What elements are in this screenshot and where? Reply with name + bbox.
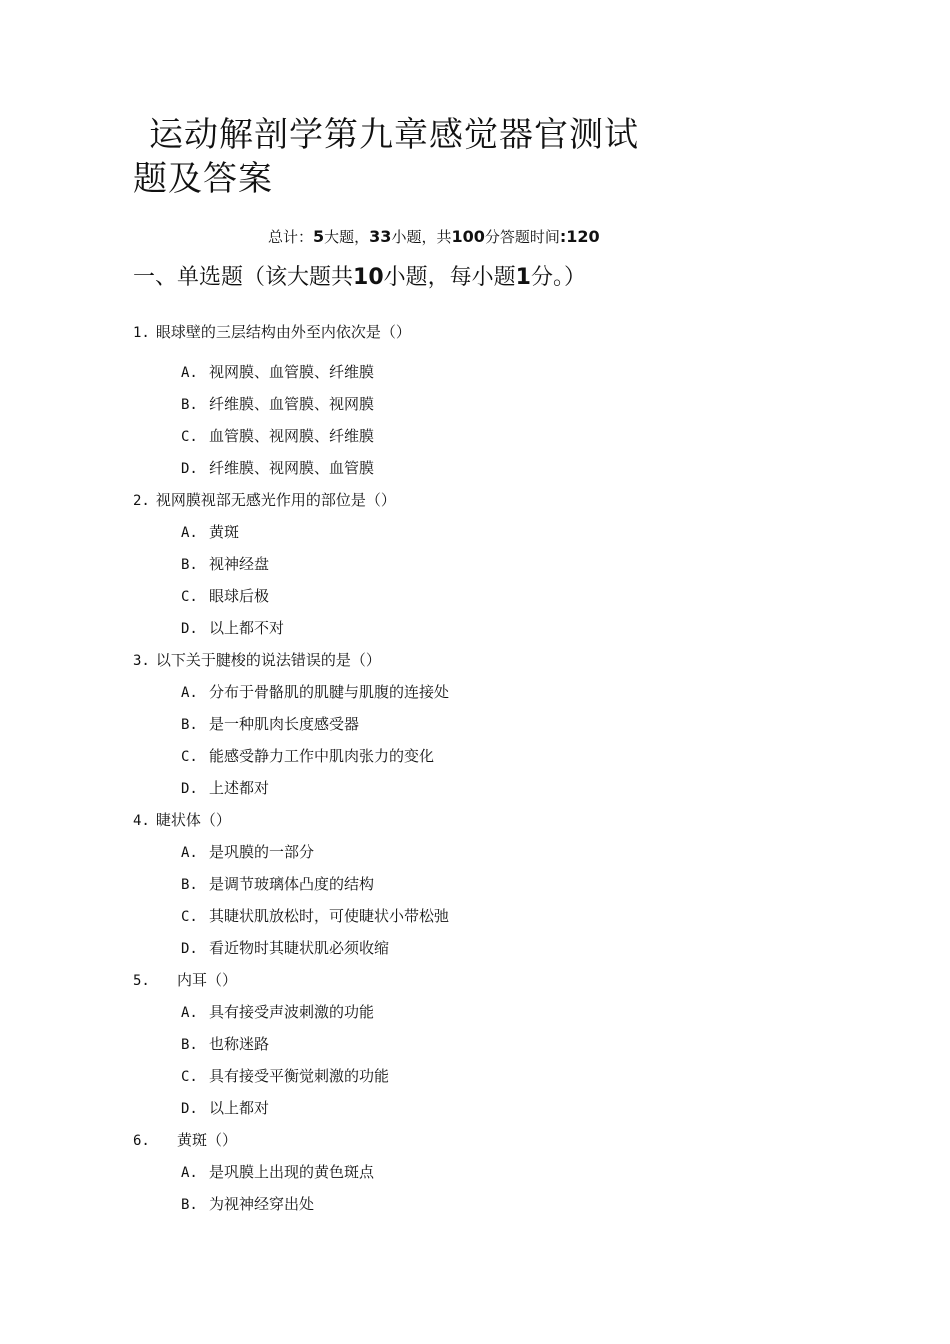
answer-option [133,676,833,708]
option-letter: B. [181,397,198,413]
question-spacer [133,348,833,356]
question-item [133,804,833,964]
option-text: 是一种肌肉长度感受器 [209,715,360,733]
question-number: 3. [133,653,150,669]
answer-option [133,1092,833,1124]
answer-option [133,740,833,772]
option-letter: C. [181,429,198,445]
summary-small-question-count: 33 [369,227,392,246]
question-stem [133,804,833,836]
option-letter: A. [181,525,198,541]
section-heading-single-choice [133,263,586,293]
section-text: 小题，每小题 [383,265,516,290]
question-number: 1. [133,325,150,341]
question-item [133,644,833,804]
summary-big-question-count: 5 [313,227,325,246]
option-text: 纤维膜、视网膜、血管膜 [209,459,375,477]
question-item [133,484,833,644]
question-text: 以下关于腱梭的说法错误的是（） [155,651,381,669]
question-stem [133,964,833,996]
option-letter: B. [181,557,198,573]
answer-option [133,452,833,484]
option-text: 以上都不对 [209,619,285,637]
option-letter: B. [181,877,198,893]
answer-option [133,708,833,740]
option-text: 看近物时其睫状肌必须收缩 [209,939,390,957]
option-letter: B. [181,1197,198,1213]
option-letter: A. [181,845,198,861]
question-stem [133,316,833,348]
answer-option [133,388,833,420]
option-text: 视神经盘 [209,555,270,573]
answer-option [133,1156,833,1188]
question-number: 2. [133,493,150,509]
option-letter: D. [181,461,198,477]
option-text: 是巩膜上出现的黄色斑点 [209,1163,375,1181]
question-text: 睫状体（） [155,811,231,829]
option-letter: B. [181,1037,198,1053]
answer-option [133,836,833,868]
document-title [133,113,693,201]
question-item [133,964,833,1124]
option-letter: C. [181,1069,198,1085]
option-letter: C. [181,749,198,765]
option-text: 具有接受声波刺激的功能 [209,1003,375,1021]
answer-option [133,420,833,452]
option-text: 分布于骨骼肌的肌腱与肌腹的连接处 [209,683,450,701]
option-letter: B. [181,717,198,733]
section-question-count: 10 [353,265,384,290]
option-text: 其睫状肌放松时，可使睫状小带松弛 [209,907,450,925]
option-letter: D. [181,941,198,957]
option-letter: C. [181,589,198,605]
option-text: 黄斑 [209,523,240,541]
option-letter: A. [181,1165,198,1181]
option-letter: D. [181,621,198,637]
answer-option [133,868,833,900]
answer-option [133,516,833,548]
answer-option [133,932,833,964]
question-item [133,316,833,484]
answer-option [133,900,833,932]
answer-option [133,580,833,612]
option-letter: A. [181,685,198,701]
question-stem [133,644,833,676]
answer-option [133,548,833,580]
question-stem [133,484,833,516]
option-text: 能感受静力工作中肌肉张力的变化 [209,747,435,765]
option-text: 视网膜、血管膜、纤维膜 [209,363,375,381]
option-text: 血管膜、视网膜、纤维膜 [209,427,375,445]
question-text: 眼球壁的三层结构由外至内依次是（） [155,323,411,341]
answer-option [133,996,833,1028]
document-title-line-1: 运动解剖学第九章感觉器官测试 [149,115,639,155]
option-text: 是调节玻璃体凸度的结构 [209,875,375,893]
summary-total-score: 100 [451,227,485,246]
question-number: 6. [133,1133,150,1149]
option-text: 为视神经穿出处 [209,1195,315,1213]
option-text: 具有接受平衡觉刺激的功能 [209,1067,390,1085]
option-text: 上述都对 [209,779,270,797]
section-points: 1 [515,265,531,290]
exam-summary [268,226,600,248]
answer-option [133,356,833,388]
answer-option [133,1188,833,1220]
question-text: 黄斑（） [177,1131,238,1149]
question-number: 4. [133,813,150,829]
question-item [133,1124,833,1220]
summary-prefix: 总计： [268,228,314,246]
question-list [133,316,833,1220]
answer-option [133,1060,833,1092]
option-text: 眼球后极 [209,587,270,605]
option-letter: A. [181,365,198,381]
option-text: 纤维膜、血管膜、视网膜 [209,395,375,413]
section-suffix: 分。） [530,265,586,290]
section-prefix: 一、单选题（该大题共 [133,265,354,290]
option-text: 是巩膜的一部分 [209,843,315,861]
option-letter: A. [181,1005,198,1021]
option-letter: C. [181,909,198,925]
question-text: 视网膜视部无感光作用的部位是（） [155,491,396,509]
summary-time: :120 [559,227,600,246]
summary-text-2: 小题，共 [391,228,452,246]
document-title-line-2: 题及答案 [133,159,273,199]
summary-text-1: 大题， [324,228,370,246]
option-text: 以上都对 [209,1099,270,1117]
question-number: 5. [133,973,150,989]
summary-text-3: 分答题时间 [484,228,560,246]
option-text: 也称迷路 [209,1035,270,1053]
answer-option [133,772,833,804]
question-text: 内耳（） [177,971,238,989]
answer-option [133,612,833,644]
question-stem [133,1124,833,1156]
answer-option [133,1028,833,1060]
option-letter: D. [181,781,198,797]
option-letter: D. [181,1101,198,1117]
